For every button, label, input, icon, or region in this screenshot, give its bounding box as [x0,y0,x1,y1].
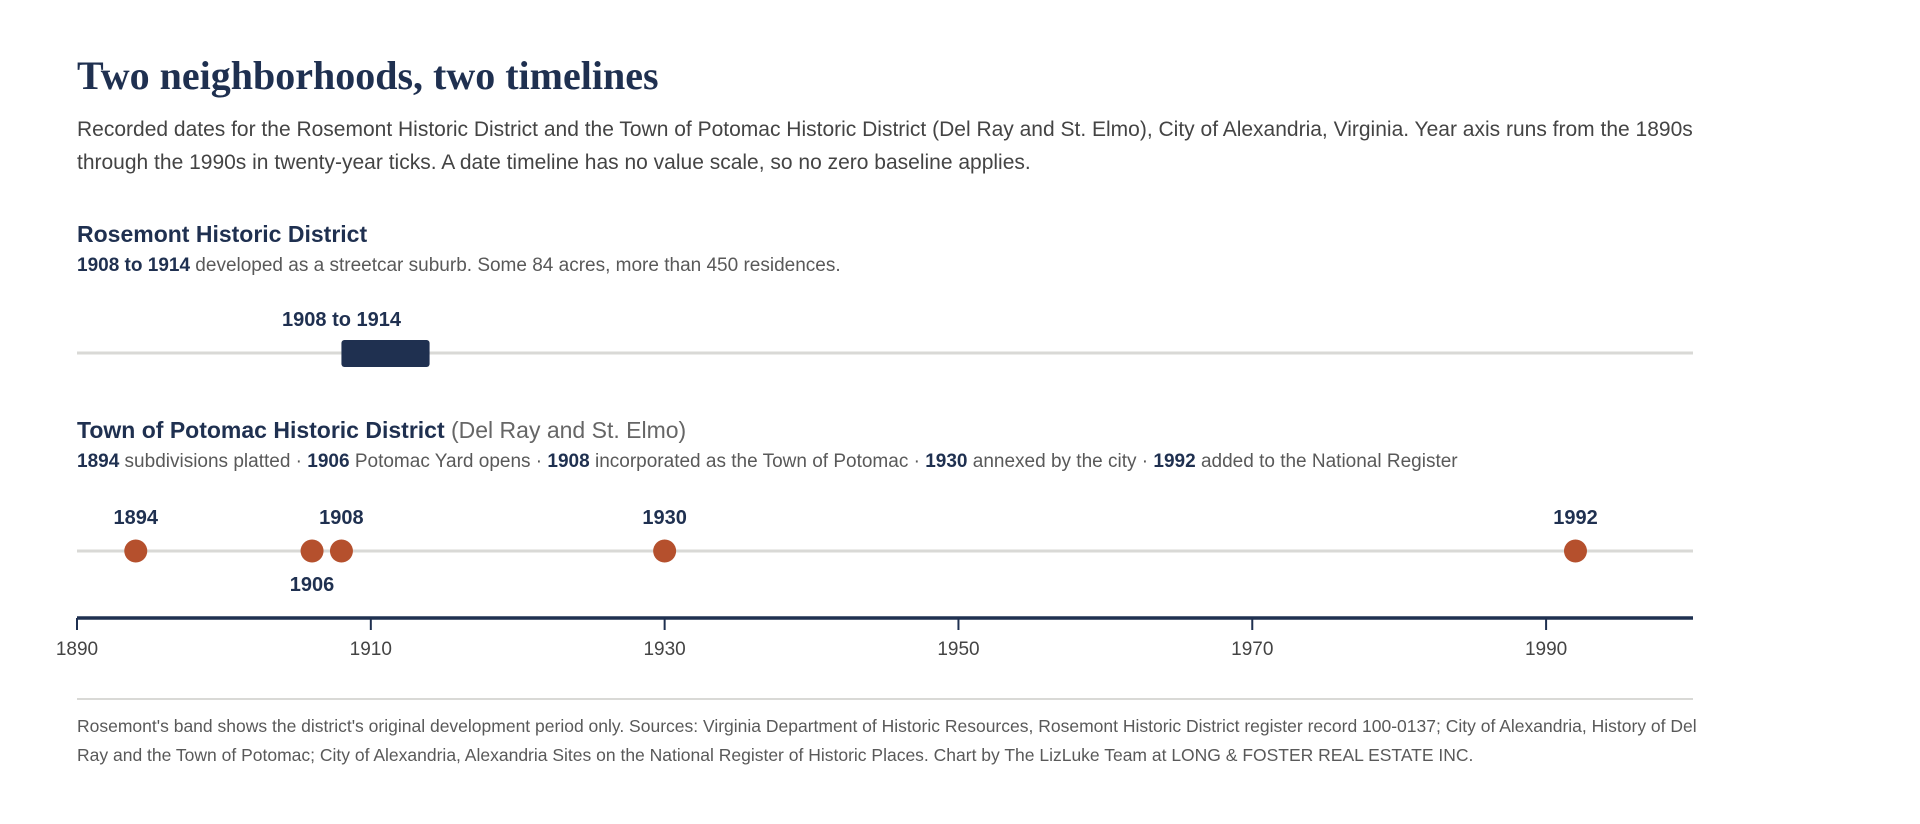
desc-separator: · [1136,451,1154,472]
event-label-1930: 1930 [642,507,687,529]
rosemont-range-label: 1908 to 1914 [282,309,402,331]
x-tick-label: 1890 [55,639,99,660]
rosemont-range-bar [341,340,429,367]
desc-year: 1894 [77,451,120,472]
event-marker-1908 [330,540,353,563]
event-marker-1906 [301,540,324,563]
rosemont-desc-years: 1908 to 1914 [77,255,191,276]
event-label-1908: 1908 [319,507,364,529]
rosemont-name: Rosemont Historic District [77,221,368,247]
desc-event-text: incorporated as the Town of Potomac [589,451,909,472]
desc-event-text: added to the National Register [1195,451,1458,472]
event-marker-1894 [124,540,147,563]
x-tick-label: 1990 [1524,639,1568,660]
x-tick-label: 1970 [1231,639,1274,660]
event-label-1992: 1992 [1553,507,1598,529]
page-subtitle: Recorded dates for the Rosemont Historic District and the Town of Potomac Historic District (Del Ray and St. Elmo), City of Alexandria, Virginia. Year axis runs from the 1890s through the 1990s in twenty-year ticks. A date timeline has no value scale, so no zero baseline applies. [77,118,1693,174]
desc-year: 1930 [925,451,968,472]
desc-year: 1992 [1153,451,1196,472]
event-label-1894: 1894 [113,507,159,529]
desc-event-text: annexed by the city [967,451,1137,472]
potomac-name: Town of Potomac Historic District [77,417,445,443]
desc-event-text: Potomac Yard opens [349,451,531,472]
page-title: Two neighborhoods, two timelines [77,53,659,98]
desc-event-text: subdivisions platted [119,451,291,472]
x-tick-label: 1910 [349,639,392,660]
rosemont-desc-text: developed as a streetcar suburb. Some 84 acres, more than 450 residences. [190,255,841,276]
desc-year: 1906 [307,451,350,472]
footer-divider [77,698,1693,700]
footer-note: Rosemont's band shows the district's original development period only. Sources: Virginia Department of Historic Resources, Rosemont Historic District register record 100-0137; City of Alexandria, History of Del Ray and the Town of Potomac; City of Alexandria, Alexandria Sites on the National Register of Historic Places. Chart by The LizLuke Team at LONG & FOSTER REAL ESTATE INC. [77,716,1697,765]
event-label-1906: 1906 [289,574,335,596]
desc-separator: · [908,451,926,472]
potomac-name-paren: (Del Ray and St. Elmo) [444,417,687,443]
desc-separator: · [290,451,308,472]
event-marker-1930 [653,540,676,563]
x-tick-label: 1950 [937,639,980,660]
desc-year: 1908 [547,451,590,472]
event-marker-1992 [1564,540,1587,563]
x-tick-label: 1930 [643,639,686,660]
desc-separator: · [530,451,548,472]
timeline-chart [55,0,1717,690]
